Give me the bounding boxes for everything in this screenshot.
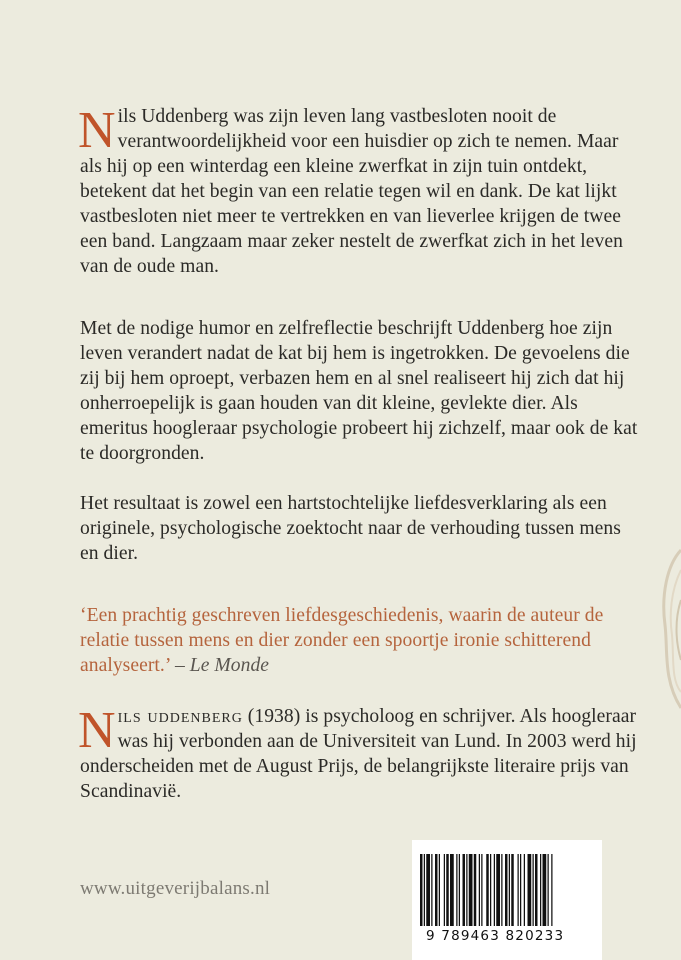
barcode-bar [459, 854, 460, 926]
author-bio [80, 704, 640, 804]
barcode-bar [518, 854, 519, 926]
barcode-bar [426, 854, 430, 926]
barcode-bar [528, 854, 532, 926]
barcode-bar [533, 854, 534, 926]
barcode-bar [509, 854, 510, 926]
press-quote [80, 603, 640, 678]
publisher-website[interactable]: www.uitgeverijbalans.nl [80, 878, 271, 899]
synopsis-text-2: Met de nodige humor en zelfreflectie beschrijft Uddenberg hoe zijn leven verandert nadat de kat bij hem is ingetrokken. De gevoelens die zij bij hem oproept, verbazen hem en al snel realiseert hij zich dat hij onherroepelijk is gaan houden van dit kleine, gevlekte dier. Als emeritus hoogleraar psychologie probeert hij zichzelf, maar ook de kat te doorgronden. [80, 318, 638, 464]
dropcap: N [78, 102, 116, 159]
barcode-bar [548, 854, 549, 926]
synopsis-paragraph-3 [80, 491, 640, 566]
synopsis-text-3: Het resultaat is zowel een hartstochtelijke liefdesverklaring als een originele, psychologische zoektocht naar de verhouding tussen mens en dier. [80, 493, 621, 564]
barcode-bar [494, 854, 495, 926]
barcode-bar [505, 854, 508, 926]
barcode-bar [496, 854, 500, 926]
barcode-bar [435, 854, 438, 926]
barcode-bar [511, 854, 514, 926]
barcode [412, 840, 602, 960]
barcode-bar [466, 854, 467, 926]
barcode-bars [420, 854, 596, 926]
barcode-bar [463, 854, 466, 926]
barcode-bar [490, 854, 491, 926]
barcode-bar [420, 854, 423, 926]
isbn-number: 9 789463 820233 [426, 928, 565, 944]
barcode-bar [501, 854, 502, 926]
quote-text: ‘Een prachtig geschreven liefdesgeschiedenis, waarin de auteur de relatie tussen mens en dier zonder een spoortje ironie schitterend analyseert.’ [80, 605, 604, 676]
barcode-bar [543, 854, 547, 926]
synopsis-paragraph-2 [80, 316, 640, 466]
barcode-bar [474, 854, 477, 926]
barcode-bar [439, 854, 440, 926]
bio-text: (1938) is psycholoog en schrijver. Als hoogleraar was hij verbonden aan de Universiteit van Lund. In 2003 werd hij onderscheiden met de August Prijs, de belangrijkste literaire prijs van Scandinavië. [80, 706, 637, 802]
barcode-bar [486, 854, 489, 926]
synopsis-paragraph-1 [80, 104, 640, 279]
barcode-bar [524, 854, 525, 926]
barcode-bar [469, 854, 473, 926]
bio-dropcap: N [78, 702, 116, 759]
barcode-bar [535, 854, 538, 926]
barcode-bar [479, 854, 480, 926]
barcode-bar [551, 854, 552, 926]
author-name: ils uddenberg [117, 706, 243, 727]
decorative-ornament [659, 540, 681, 720]
barcode-bar [520, 854, 521, 926]
barcode-bar [456, 854, 457, 926]
synopsis-text-1: ils Uddenberg was zijn leven lang vastbesloten nooit de verantwoordelijkheid voor een huisdier op zich te nemen. Maar als hij op een winterdag een kleine zwerfkat in zijn tuin ontdekt, betekent dat het begin van een relatie tegen wil en dank. De kat lijkt vastbesloten niet meer te vertrekken en van lieverlee krijgen de twee een band. Langzaam maar zeker nestelt de zwerfkat zich in het leven van de oude man. [80, 106, 623, 277]
quote-dash: – [170, 655, 190, 676]
barcode-bar [481, 854, 482, 926]
barcode-bar [444, 854, 445, 926]
quote-source: Le Monde [189, 655, 270, 676]
barcode-bar [540, 854, 541, 926]
barcode-bar [424, 854, 425, 926]
barcode-bar [446, 854, 449, 926]
barcode-bar [431, 854, 432, 926]
barcode-bar [450, 854, 454, 926]
